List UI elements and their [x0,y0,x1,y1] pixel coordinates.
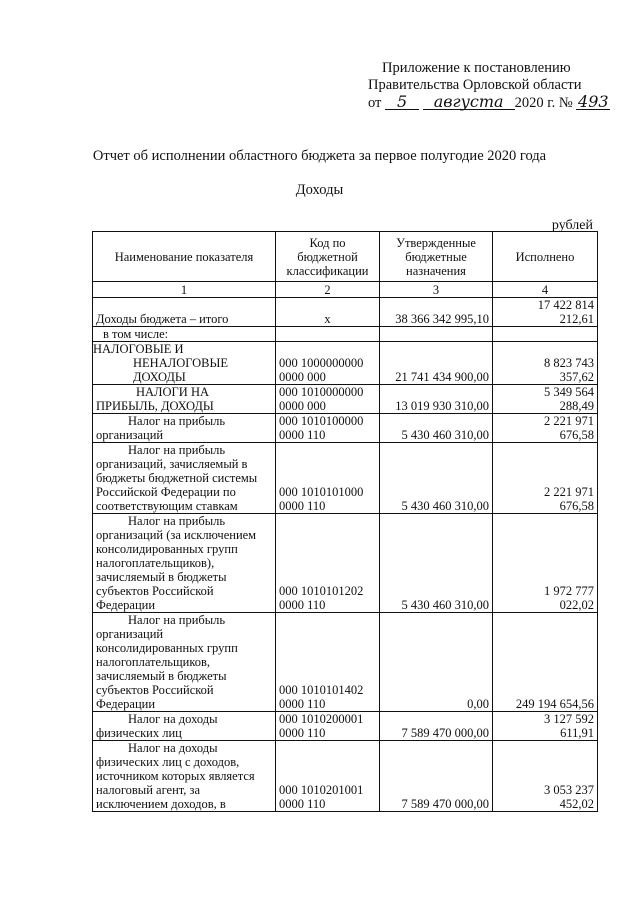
row-executed-line-2: 022,02 [559,598,594,612]
row-executed-line-2: 249 194 654,56 [515,697,594,711]
row-name: НАЛОГОВЫЕ И НЕНАЛОГОВЫЕ ДОХОДЫ [93,342,276,385]
row-executed [493,385,598,414]
row-executed-line-1: 17 422 814 [537,298,594,312]
handwritten-day: 5 [385,94,419,110]
col-number-1: 1 [93,282,276,298]
row-approved: 13 019 930 310,00 [380,385,493,414]
row-code [276,298,380,327]
row-approved: 38 366 342 995,10 [380,298,493,327]
row-code-line-2: 0000 110 [279,726,326,740]
row-code [276,712,380,741]
row-code-line-1: 000 1010100000 [279,414,364,428]
row-approved: 5 430 460 310,00 [380,514,493,613]
row-executed-line-1: 5 349 564 [544,385,594,399]
table-row [93,298,598,327]
table-row [93,385,598,414]
row-code [276,342,380,385]
row-approved: 5 430 460 310,00 [380,414,493,443]
row-executed-line-2: 676,58 [559,428,594,442]
row-executed [493,613,598,712]
table-row [93,327,598,342]
row-code-line-1: 000 1010101402 [279,683,364,697]
handwritten-month: августа [423,94,515,110]
row-executed [493,741,598,812]
row-code [276,327,380,342]
row-approved: 7 589 470 000,00 [380,741,493,812]
row-name: НАЛОГИ НА ПРИБЫЛЬ, ДОХОДЫ [93,385,276,414]
row-name: Налог на прибыль организаций (за исключением консолидированных групп налогоплательщиков), зачисляемый в бюджеты субъектов Российской Федерации [93,514,276,613]
row-code-line-2: 0000 110 [279,797,326,811]
row-executed-line-2: 288,49 [559,399,594,413]
row-executed-line-1: 3 053 237 [544,783,594,797]
row-approved: 5 430 460 310,00 [380,443,493,514]
row-name: в том числе: [93,327,276,342]
column-number-row [93,282,598,298]
row-code [276,514,380,613]
row-code-line-2: 0000 110 [279,428,326,442]
row-name: Налог на доходы физических лиц с доходов, источником которых является налоговый агент, за исключением доходов, в [93,741,276,812]
row-code-line-2: 0000 110 [279,697,326,711]
row-executed-line-2: 212,61 [559,312,594,326]
row-code-line-2: 0000 110 [279,499,326,513]
header-executed: Исполнено [493,232,598,282]
col-number-4: 4 [493,282,598,298]
table-row [93,741,598,812]
annex-header [368,60,610,112]
row-executed-line-1: 1 972 777 [544,584,594,598]
row-approved: 7 589 470 000,00 [380,712,493,741]
header-approved: Утвержденные бюджетные назначения [380,232,493,282]
table-row [93,613,598,712]
from-label: от [368,95,382,111]
table-row [93,514,598,613]
table-row [93,414,598,443]
row-code [276,613,380,712]
row-executed [493,443,598,514]
row-executed-line-1: 3 127 592 [544,712,594,726]
row-code-line-2: 0000 000 [279,370,326,384]
row-executed [493,298,598,327]
row-code-line-1: 000 1010000000 [279,385,364,399]
row-executed-line-2: 676,58 [559,499,594,513]
row-executed [493,414,598,443]
row-approved: 21 741 434 900,00 [380,342,493,385]
row-code [276,443,380,514]
row-code-line-1: x [324,312,331,326]
row-name: Налог на доходы физических лиц [93,712,276,741]
col-number-3: 3 [380,282,493,298]
row-approved [380,327,493,342]
income-table [92,231,598,812]
row-name: Доходы бюджета – итого [93,298,276,327]
row-code-line-1: 000 1010200001 [279,712,364,726]
row-name: Налог на прибыль организаций, зачисляемый в бюджеты бюджетной системы Российской Федерации по соответствующим ставкам [93,443,276,514]
report-title: Отчет об исполнении областного бюджета за первое полугодие 2020 года [92,148,547,164]
row-name: Налог на прибыль организаций консолидированных групп налогоплательщиков, зачисляемый в бюджеты субъектов Российской Федерации [93,613,276,712]
table-row [93,443,598,514]
row-code-line-1: 000 1010101000 [279,485,364,499]
row-code-line-1: 000 1010101202 [279,584,364,598]
handwritten-number: 493 [578,92,609,111]
row-code [276,385,380,414]
row-executed-line-2: 357,62 [559,370,594,384]
row-executed [493,712,598,741]
row-code [276,414,380,443]
row-executed-line-1: 2 221 971 [544,414,594,428]
row-code [276,741,380,812]
row-executed [493,342,598,385]
row-code-line-1: 000 1000000000 [279,356,364,370]
table-row [93,712,598,741]
annex-line-1: Приложение к постановлению [382,60,571,76]
table-row [93,342,598,385]
row-executed-line-2: 611,91 [560,726,594,740]
table-header-row [93,232,598,282]
currency-unit: рублей [551,218,593,233]
row-executed-line-1: 8 823 743 [544,356,594,370]
annex-date-line [368,94,610,112]
header-name: Наименование показателя [93,232,276,282]
row-code-line-2: 0000 000 [279,399,326,413]
header-code: Код по бюджетной классификации [276,232,380,282]
year-number-label: 2020 г. № [514,95,573,111]
report-subtitle: Доходы [295,182,344,198]
row-code-line-1: 000 1010201001 [279,783,364,797]
row-name: Налог на прибыль организаций [93,414,276,443]
annex-line-2: Правительства Орловской области [368,77,582,93]
row-executed [493,514,598,613]
row-executed [493,327,598,342]
row-code-line-2: 0000 110 [279,598,326,612]
col-number-2: 2 [276,282,380,298]
row-executed-line-1: 2 221 971 [544,485,594,499]
row-executed-line-2: 452,02 [559,797,594,811]
row-approved: 0,00 [380,613,493,712]
